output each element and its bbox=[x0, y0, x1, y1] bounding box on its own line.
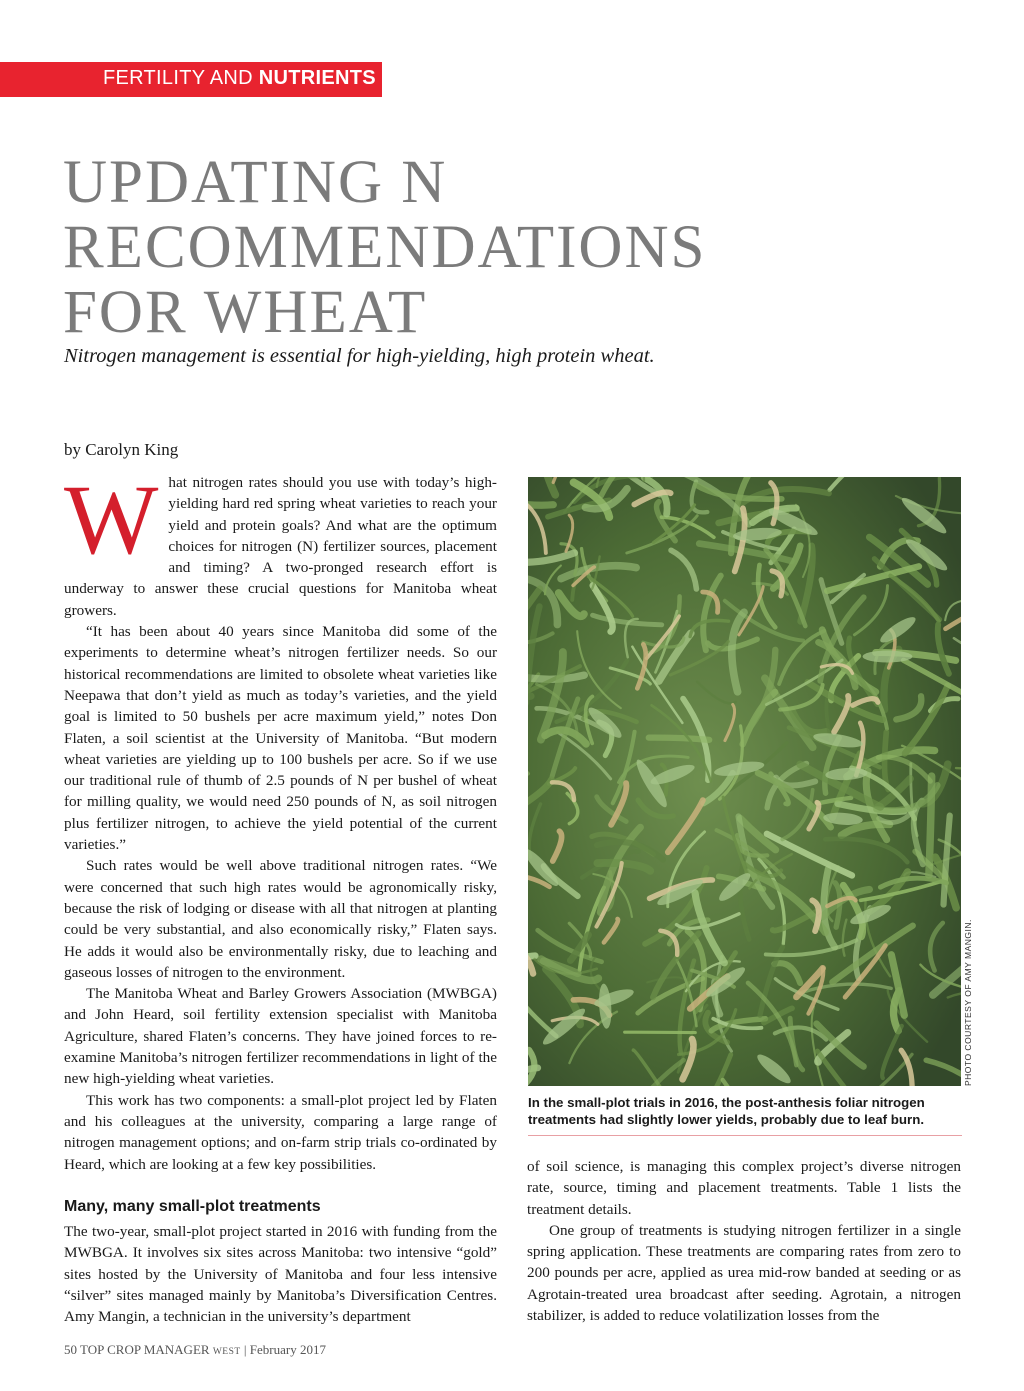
lead-text: hat nitrogen rates should you use with today’s high-yielding hard red spring wheat varieties to reach your yield and protein goals? And what are the optimum choices for nitrogen (N) fertilizer sources, placement and timing? A two-pronged research effort is underway to answer these crucial questions for Manitoba wheat growers. bbox=[64, 474, 497, 619]
body-paragraph: of soil science, is managing this complex project’s diverse nitrogen rate, source, timing and placement treatments. Table 1 lists the treatment details. bbox=[527, 1158, 961, 1218]
article-subtitle: Nitrogen management is essential for high-yielding, high protein wheat. bbox=[64, 345, 655, 367]
body-paragraph: Such rates would be well above traditional nitrogen rates. “We were concerned that such high rates would be agronomically risky, because the risk of lodging or disease with all that nitrogen at planting could be very substantial, and also economically risky,” Flaten says. He adds it would also be environmentally risky, due to leaching and gaseous losses of nitrogen to the environment. bbox=[64, 857, 497, 981]
page-number: 50 bbox=[64, 1342, 77, 1357]
body-paragraph: One group of treatments is studying nitrogen fertilizer in a single spring application. These treatments are comparing rates from zero to 200 pounds per acre, applied as urea mid-row banded at seeding or as Agrotain-treated urea broadcast after seeding. Agrotain, a nitrogen stabilizer, is added to reduce volatilization losses from the bbox=[527, 1221, 961, 1325]
title-line-3: FOR WHEAT bbox=[63, 279, 428, 346]
footer-separator: | bbox=[243, 1342, 247, 1357]
drop-cap: W bbox=[64, 472, 159, 575]
body-paragraph: The two-year, small-plot project started in 2016 with funding from the MWBGA. It involves six sites across Manitoba: two intensive “gold” sites hosted by the University of Manitoba and four less intensive “silver” sites managed mainly by Manitoba’s Diversification Centres. Amy Mangin, a technician in the university’s department bbox=[64, 1223, 497, 1326]
wheat-field-photo bbox=[528, 477, 961, 1086]
section-topic: NUTRIENTS bbox=[258, 67, 376, 89]
wheat-head bbox=[863, 651, 913, 663]
body-paragraph: This work has two components: a small-plot project led by Flaten and his colleagues at the university, comparing a large range of nitrogen management options; and on-farm strip trials co-ordinated by Heard, which are looking at a few key possibilities. bbox=[64, 1091, 497, 1173]
magazine-edition: WEST bbox=[212, 1347, 241, 1357]
page-footer bbox=[64, 1342, 326, 1358]
issue-date: February 2017 bbox=[249, 1342, 326, 1357]
article-title bbox=[63, 150, 706, 345]
section-label: FERTILITY AND bbox=[103, 67, 253, 89]
magazine-name: TOP CROP MANAGER bbox=[80, 1342, 210, 1357]
body-column-right bbox=[527, 1156, 961, 1328]
body-paragraph: “It has been about 40 years since Manitoba did some of the experiments to determine wheat’s nitrogen fertilizer needs. So our historical recommendations are limited to obsolete wheat varieties like Neepawa that don’t yield as much as today’s varieties, and the yield goal is limited to 50 bushels per acre maximum yield,” notes Don Flaten, a soil scientist at the University of Manitoba. “But modern wheat varieties are yielding up to 100 bushels per acre. So if we use our traditional rule of thumb of 2.5 pounds of N per bushel of wheat for milling quality, we would need 250 pounds of N, as soil nitrogen plus fertilizer nitrogen, to achieve the yield potential of the current varieties.” bbox=[64, 623, 497, 854]
body-column-left-continued bbox=[64, 1221, 497, 1328]
byline: by Carolyn King bbox=[64, 440, 179, 459]
body-paragraph: The Manitoba Wheat and Barley Growers Association (MWBGA) and John Heard, soil fertility extension specialist with Manitoba Agriculture, shared Flaten’s concerns. They have joined forces to re-examine Manitoba’s nitrogen fertilizer recommendations in light of the new high-yielding wheat varieties. bbox=[64, 985, 497, 1088]
wheat-illustration bbox=[528, 477, 961, 1086]
leaf-stroke bbox=[649, 738, 709, 740]
body-column-left bbox=[64, 472, 497, 1180]
section-subhead: Many, many small-plot treatments bbox=[64, 1198, 321, 1215]
caption-divider bbox=[528, 1135, 962, 1136]
section-banner bbox=[0, 62, 382, 97]
title-line-2: RECOMMENDATIONS bbox=[63, 214, 707, 281]
title-line-1: UPDATING N bbox=[63, 149, 448, 216]
photo-caption: In the small-plot trials in 2016, the post-anthesis foliar nitrogen treatments had slightly lower yields, probably due to leaf burn. bbox=[528, 1095, 925, 1127]
lead-paragraph bbox=[64, 472, 497, 621]
